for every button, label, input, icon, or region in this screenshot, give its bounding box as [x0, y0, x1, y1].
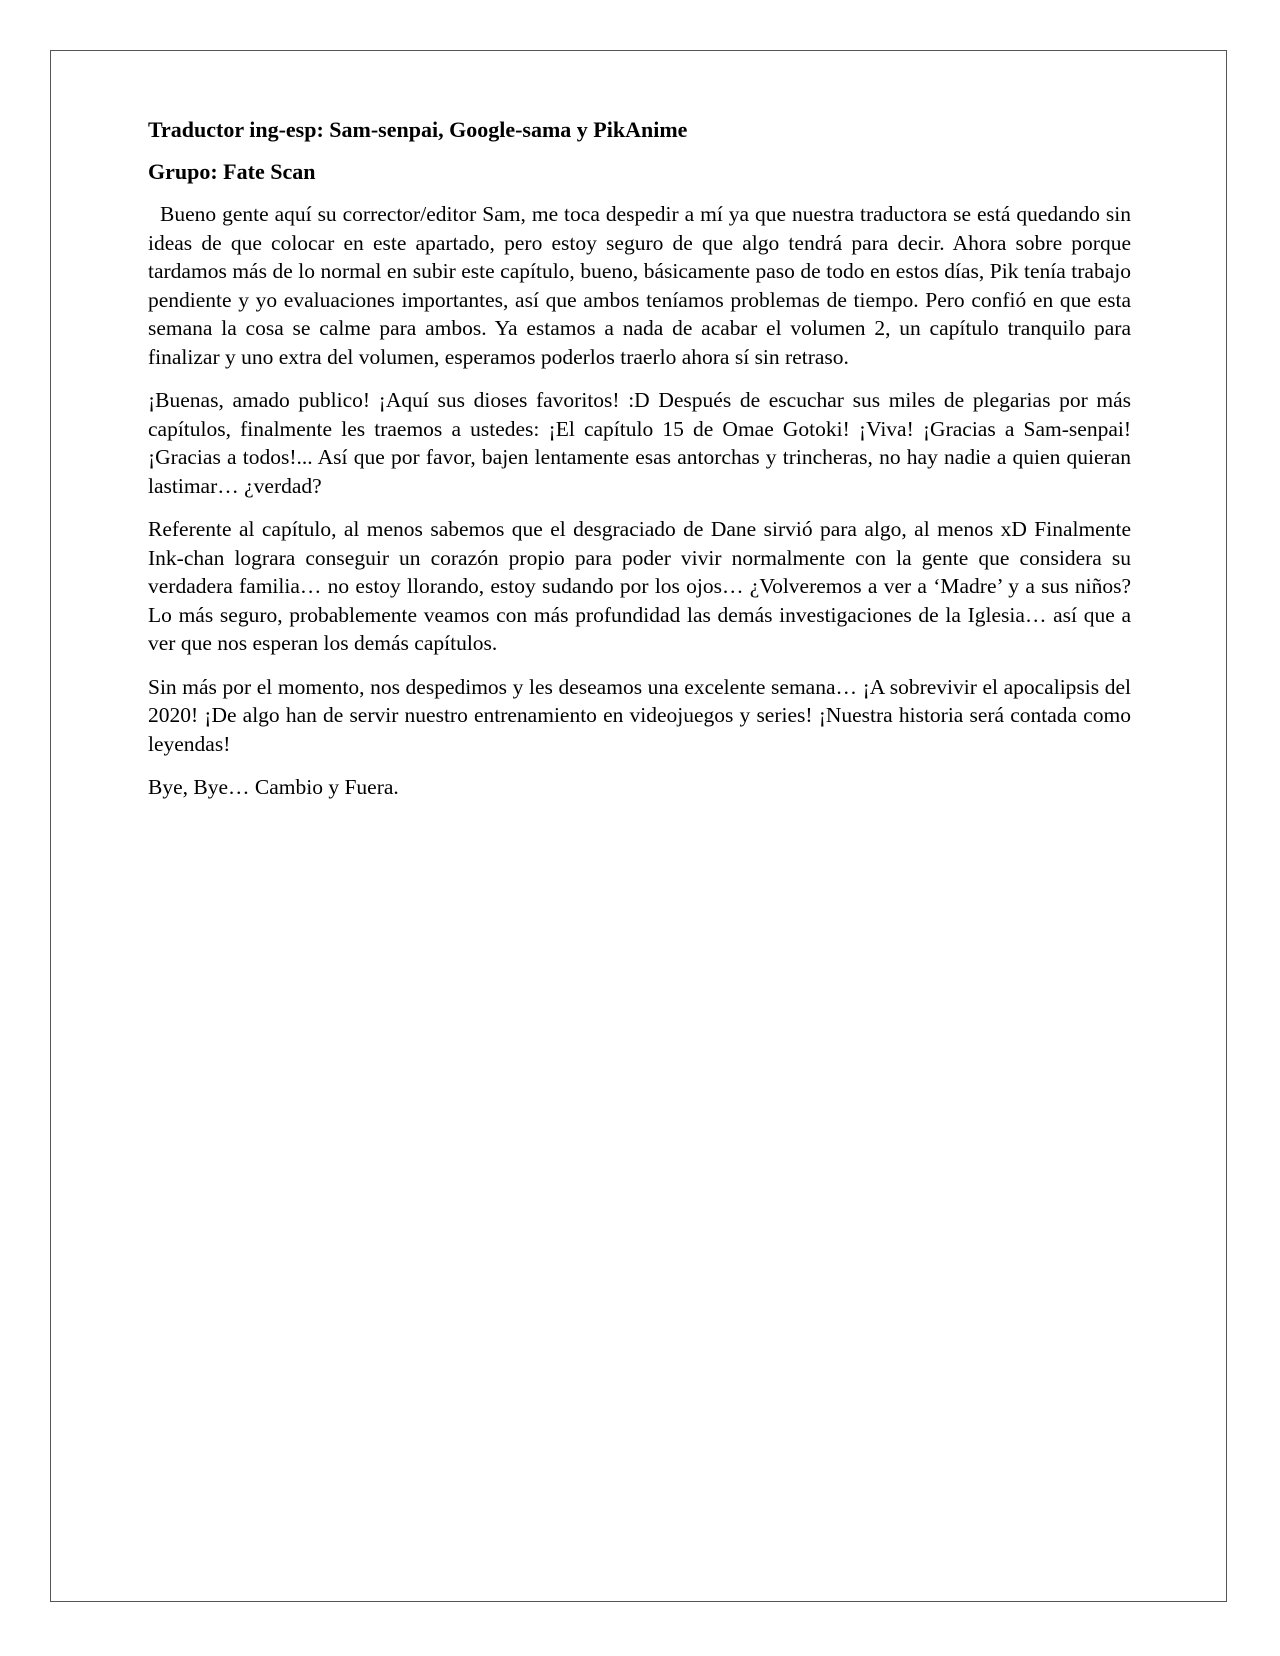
paragraph-chapter-comment: Referente al capítulo, al menos sabemos que el desgraciado de Dane sirvió para algo, al menos xD Finalmente Ink-chan lograra conseguir un corazón propio para poder vivir normalmente con la gente que considera su verdadera familia… no estoy llorando, estoy sudando por los ojos… ¿Volveremos a ver a ‘Madre’ y a sus niños? Lo más seguro, probablemente veamos con más profundidad las demás investigaciones de la Iglesia… así que a ver que nos esperan los demás capítulos.	[148, 517, 1131, 655]
paragraph-farewell: Sin más por el momento, nos despedimos y les deseamos una excelente semana… ¡A sobrevivir el apocalipsis del 2020! ¡De algo han de servir nuestro entrenamiento en videojuegos y series! ¡Nuestra historia será contada como leyendas!	[148, 674, 1131, 756]
group-credit: Grupo: Fate Scan	[148, 159, 316, 184]
paragraph-signoff: Bye, Bye… Cambio y Fuera.	[148, 775, 399, 799]
document-body	[148, 116, 1131, 817]
paragraph-editor-note: Bueno gente aquí su corrector/editor Sam, me toca despedir a mí ya que nuestra traductora se está quedando sin ideas de que colocar en este apartado, pero estoy seguro de que algo tendrá para decir. Ahora sobre porque tardamos más de lo normal en subir este capítulo, bueno, básicamente paso de todo en estos días, Pik tenía trabajo pendiente y yo evaluaciones importantes, así que ambos teníamos problemas de tiempo. Pero confió en que esta semana la cosa se calme para ambos. Ya estamos a nada de acabar el volumen 2, un capítulo tranquilo para finalizar y uno extra del volumen, esperamos poderlos traerlo ahora sí sin retraso.	[148, 202, 1131, 369]
paragraph-greeting: ¡Buenas, amado publico! ¡Aquí sus dioses favoritos! :D Después de escuchar sus miles de plegarias por más capítulos, finalmente les traemos a ustedes: ¡El capítulo 15 de Omae Gotoki! ¡Viva! ¡Gracias a Sam-senpai! ¡Gracias a todos!... Así que por favor, bajen lentamente esas antorchas y trincheras, no hay nadie a quien quieran lastimar… ¿verdad?	[148, 388, 1131, 498]
translator-credit: Traductor ing-esp: Sam-senpai, Google-sama y PikAnime	[148, 117, 688, 142]
